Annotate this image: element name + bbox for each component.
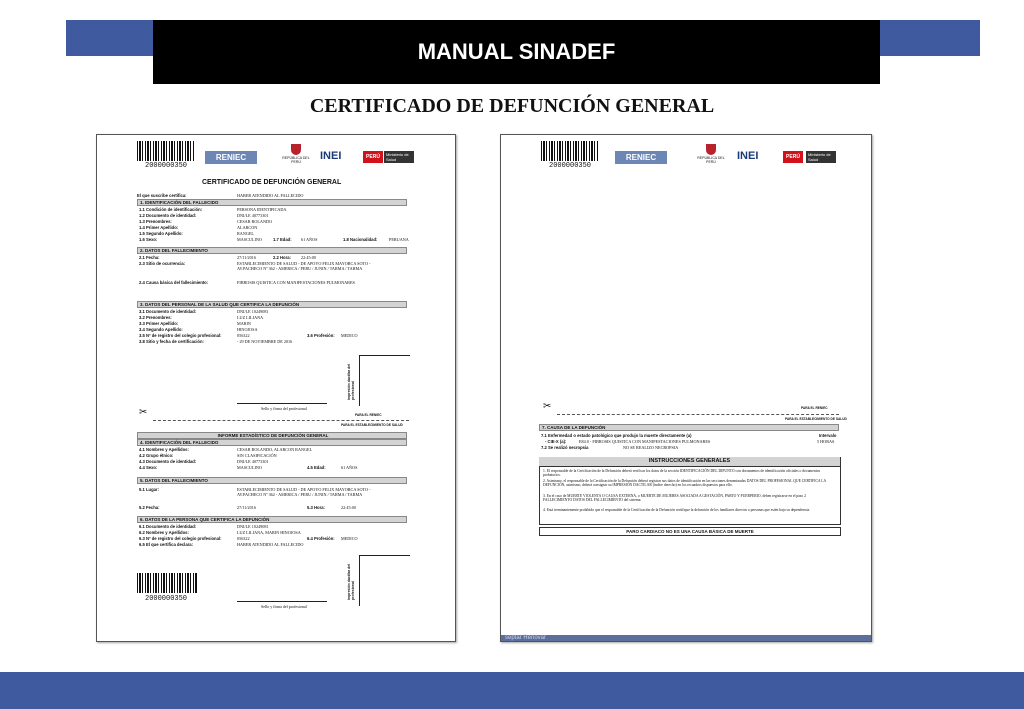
field-label: 6.2 Nombres y Apellidos: — [139, 530, 189, 535]
instructions-title: INSTRUCCIONES GENERALES — [539, 457, 840, 467]
field-value: 056322 — [237, 536, 250, 541]
peru-logo: PERÚ — [783, 151, 803, 163]
informe-title: INFORME ESTADÍSTICO DE DEFUNCIÓN GENERAL — [137, 432, 407, 439]
field-value: MASCULINO — [237, 237, 262, 242]
field-value: LUZ LILIANA, MARIN HINOJOSA — [237, 530, 301, 535]
field-value: 61 AÑOS — [301, 237, 318, 242]
scissors-icon: ✂ — [139, 407, 148, 418]
field-value: NO SE REALIZO NECROPSIA — [623, 445, 679, 450]
field-label: 3.2 Prenombres: — [139, 315, 172, 320]
reniec-logo: RENIEC — [615, 151, 667, 164]
field-label: 7.1 Enfermedad o estado patológico que produjo la muerte directamente (a) — [541, 433, 692, 438]
section-4-header: 4. IDENTIFICACIÓN DEL FALLECIDO — [137, 439, 407, 446]
field-value: MARIN — [237, 321, 251, 326]
field-value: CESAR ROLANDO — [237, 219, 273, 224]
field-label: 1.2 Documento de identidad: — [139, 213, 197, 218]
signature-caption-2: Sello y firma del profesional — [261, 604, 307, 609]
field-value: PERSONA IDENTIFICADA — [237, 207, 287, 212]
field-label: 5.1 Lugar: — [139, 487, 160, 492]
field-value: MEDICO — [341, 536, 358, 541]
section-5-header: 5. DATOS DEL FALLECIMIENTO — [137, 477, 407, 484]
field-label: 3.5 Nº de registro del colegio profesional: — [139, 333, 222, 338]
field-value: AV.PACHECO Nº 362 - AMERICA / PERU / JUNIN / TARMA / TARMA — [237, 492, 363, 497]
field-label: 4.1 Nombres y Apellidos: — [139, 447, 189, 452]
section-6-header: 6. DATOS DE LA PERSONA QUE CERTIFICA LA DEFUNCIÓN — [137, 516, 407, 523]
field-value: DNI/LE 10249081 — [237, 309, 269, 314]
field-value: 056322 — [237, 333, 250, 338]
para-estab-label: PARA EL ESTABLECIMIENTO DE SALUD — [341, 423, 403, 427]
field-label: 4.4 Sexo: — [139, 465, 158, 470]
republica-logo: REPÚBLICA DEL PERÚ — [697, 144, 725, 164]
field-value: FIBROSIS QUISTICA CON MANIFESTACIONES PULMONARES — [237, 280, 355, 285]
barcode-bottom — [137, 573, 197, 593]
field-value: 61 AÑOS — [341, 465, 358, 470]
suscribe-value: HABER ATENDIDO AL FALLECIDO — [237, 193, 304, 198]
signature-line — [237, 403, 327, 404]
field-value: RANGEL — [237, 231, 254, 236]
certificate-page-front — [96, 134, 456, 642]
field-value: HABER ATENDIDO AL FALLECIDO — [237, 542, 304, 547]
field-value: CESAR ROLANDO, ALARCON RANGEL — [237, 447, 313, 452]
barcode-number-bottom: 2000000350 — [145, 595, 188, 603]
field-label: 3.3 Primer Apellido: — [139, 321, 179, 326]
slide-subtitle: CERTIFICADO DE DEFUNCIÓN GENERAL — [309, 95, 715, 117]
slide-title: MANUAL SINADEF — [417, 39, 616, 64]
shield-icon — [291, 144, 301, 155]
barcode-top — [137, 141, 195, 161]
footer-note: PARO CARDIACO NO ES UNA CAUSA BÁSICA DE MUERTE — [539, 527, 841, 536]
taskbar-strip: septar Renovar — [501, 635, 872, 641]
field-label: 6.1 Documento de identidad: — [139, 524, 197, 529]
field-value: PERUANA — [389, 237, 409, 242]
field-value: DNI/LE 40773301 — [237, 213, 269, 218]
section-3-header: 3. DATOS DEL PERSONAL DE LA SALUD QUE CERTIFICA LA DEFUNCIÓN — [137, 301, 407, 308]
field-label: 2.1 Fecha: — [139, 255, 160, 260]
field-value: DNI/LE 10249081 — [237, 524, 269, 529]
cut-line — [153, 420, 409, 421]
field-value: E84.0 - FIBROSIS QUISTICA CON MANIFESTACIONES PULMONARES — [579, 439, 711, 444]
field-value: HINOJOSA — [237, 327, 258, 332]
field-label: 1.8 Nacionalidad: — [343, 237, 378, 242]
republica-logo: REPÚBLICA DEL PERÚ — [282, 144, 310, 164]
field-label: 2.4 Causa básica del fallecimiento: — [139, 280, 209, 285]
peru-logo: PERÚ — [363, 151, 383, 163]
field-value: LUZ LILIANA — [237, 315, 264, 320]
certificate-title: CERTIFICADO DE DEFUNCIÓN GENERAL — [202, 179, 342, 186]
section-1-header: 1. IDENTIFICACIÓN DEL FALLECIDO — [137, 199, 407, 206]
title-banner — [153, 20, 880, 84]
barcode-number-top: 2000000350 — [145, 162, 188, 170]
field-label: 1.6 Sexo: — [139, 237, 158, 242]
field-value: 27/11/2016 — [237, 505, 256, 510]
field-value: 27/11/2016 — [237, 255, 256, 260]
inei-logo: INEI — [737, 150, 759, 162]
fingerprint-label-2: Impresión dactilar del profesional — [347, 563, 355, 600]
instruction-item: 3. En el caso de MUERTE VIOLENTA O CAUSA EXTERNA, o MUERTE DE MUJERES ASOCIADA A GESTACIÓN, PARTO Y PUERPERIO, deben registrarse en el paso 2 FALLECIMIENTO DATOS DEL FALLECIMIENTO del sistema. — [543, 494, 806, 503]
fingerprint-box — [359, 355, 410, 406]
ministerio-logo: Ministerio de Salud — [384, 151, 414, 163]
section-7-header: 7. CAUSA DE LA DEFUNCIÓN — [539, 424, 839, 431]
scissors-icon: ✂ — [543, 401, 552, 412]
field-label: 3.4 Segundo Apellido: — [139, 327, 183, 332]
suscribe-row: El que suscribe certifica: — [137, 193, 187, 198]
certificate-page-back — [500, 134, 872, 642]
fingerprint-label: Impresión dactilar del profesional — [347, 363, 355, 400]
field-label: 3.8 Sitio y fecha de certificación: — [139, 339, 204, 344]
field-value: MEDICO — [341, 333, 358, 338]
instruction-item: 1. El responsable de la Certificación de la Defunción deberá verificar los datos de la sección IDENTIFICACIÓN DEL DIFUNTO con documentos de identificación oficiales o documentos probatorios. — [543, 469, 821, 478]
field-value: ALARCON — [237, 225, 258, 230]
ministerio-logo: Ministerio de Salud — [806, 151, 836, 163]
field-label: 4.2 Grupo étnico: — [139, 453, 174, 458]
para-reniec-label: PARA EL RENIEC — [355, 413, 382, 417]
barcode-number-top-2: 2000000350 — [549, 162, 592, 170]
field-value: ESTABLECIMIENTO DE SALUD - DE APOYO FELIX MAYORCA SOTO - — [237, 487, 371, 492]
para-reniec-label: PARA EL RENIEC — [801, 406, 828, 410]
field-label: 3.1 Documento de identidad: — [139, 309, 197, 314]
field-label: 6.4 Profesión: — [307, 536, 335, 541]
para-estab-label: PARA EL ESTABLECIMIENTO DE SALUD — [785, 417, 847, 421]
section-2-header: 2. DATOS DEL FALLECIMIENTO — [137, 247, 407, 254]
instruction-item: 4. Está terminantemente prohibido que el responsable de la Certificación de la Defunción certifique la defunción de los familiares directos o personas que estén bajo su dependencia. — [543, 508, 811, 512]
field-label: 4.3 Documento de identidad: — [139, 459, 197, 464]
field-value: SIN CLASIFICACIÓN — [237, 453, 277, 458]
bottom-blue-band — [0, 672, 1024, 709]
field-value: - 29 DE NOVIEMBRE DE 2016 — [237, 339, 293, 344]
field-value: AV.PACHECO Nº 362 - AMERICA / PERU / JUNIN / TARMA / TARMA — [237, 266, 363, 271]
field-label: 7.2 Se realizó necropsia — [541, 445, 589, 450]
field-value: DNI/LE 40773301 — [237, 459, 269, 464]
field-label: 2.2 Hora: — [273, 255, 291, 260]
signature-line-2 — [237, 601, 327, 602]
field-label: 1.3 Prenombres: — [139, 219, 172, 224]
field-label: 1.1 Condición de identificación: — [139, 207, 203, 212]
signature-caption: Sello y firma del profesional — [261, 406, 307, 411]
field-label: 2.3 Sitio de ocurrencia: — [139, 261, 186, 266]
field-label: 5.3 Hora: — [307, 505, 325, 510]
field-value: 22:45:00 — [341, 505, 356, 510]
shield-icon — [706, 144, 716, 155]
field-label: - CIE-X (a): — [545, 439, 567, 444]
instructions-box — [539, 457, 841, 525]
field-value: MASCULINO — [237, 465, 262, 470]
field-label: 3.6 Profesión: — [307, 333, 335, 338]
field-label: 4.5 Edad: — [307, 465, 326, 470]
barcode-top-2 — [541, 141, 599, 161]
field-value: ESTABLECIMIENTO DE SALUD - DE APOYO FELIX MAYORCA SOTO - — [237, 261, 371, 266]
intervalo-label: Intervalo — [819, 433, 837, 438]
field-label: 6.5 El que certifica declara: — [139, 542, 193, 547]
field-label: 1.5 Segundo Apellido: — [139, 231, 183, 236]
field-value: 22:45:00 — [301, 255, 316, 260]
inei-logo: INEI — [320, 150, 342, 162]
field-value: 5 HORAS — [817, 439, 835, 444]
reniec-logo: RENIEC — [205, 151, 257, 164]
fingerprint-box-2 — [359, 555, 410, 606]
field-label: 1.4 Primer Apellido: — [139, 225, 179, 230]
field-label: 1.7 Edad: — [273, 237, 292, 242]
instruction-item: 2. Asimismo, el responsable de la Certificación de la Defunción deberá registrar sus datos de identificación en las secciones denominadas DATOS DEL PROFESIONAL QUE CERTIFICA LA DEFUNCIÓN, asimismo, deberá consignar su IMPRESIÓN DACTILAR (índice derecho) en los recuadros dispuestos para ello. — [543, 479, 827, 488]
field-label: 6.3 Nº de registro del colegio profesional: — [139, 536, 222, 541]
cut-line — [557, 414, 839, 415]
field-label: 5.2 Fecha: — [139, 505, 160, 510]
